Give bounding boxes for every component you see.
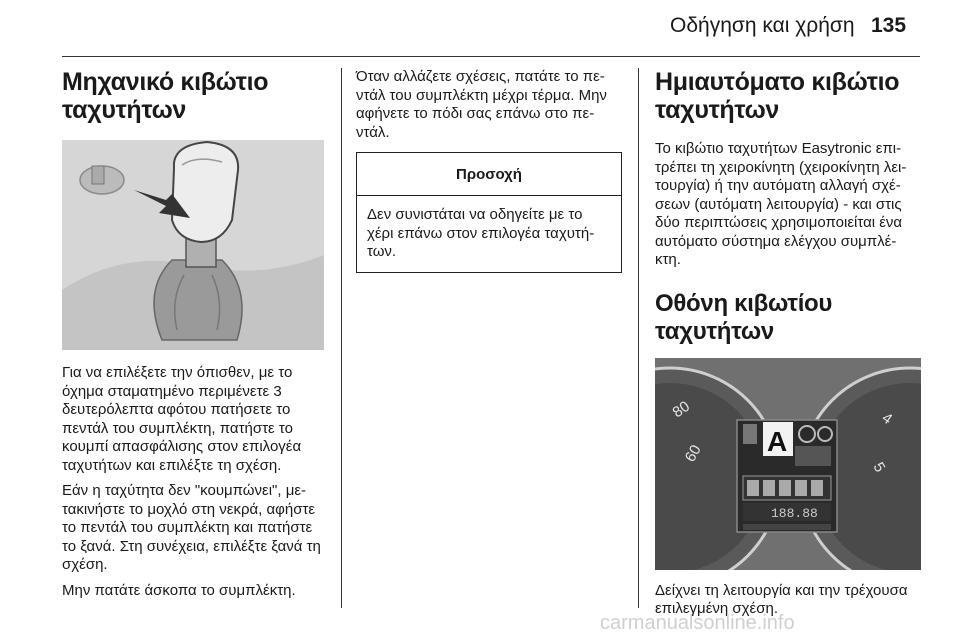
display-caption: Δείχνει τη λειτουργία και την τρέχουσα επιλεγμένη σχέση. — [655, 581, 908, 617]
display-odometer: 188.88 — [771, 505, 818, 521]
gearbox-display-heading: Οθόνη κιβωτίου ταχυτήτων — [655, 289, 833, 345]
svg-text:4: 4 — [878, 408, 896, 428]
easytronic-paragraph: Το κιβώτιο ταχυτήτων Easytronic επι- τρέπει τη χειροκίνητη (χειροκίνητη λει- τουργία) ή την αυτόματη αλλαγή σχέ- σεων (αυτόματη λειτουργία) - και στις δύο περιπτώσεις χρησιμοποιείται ένα αυτόματο σύστημα ελέγχου συμπλέ- κτη. — [655, 140, 907, 268]
page-number: 135 — [871, 14, 907, 37]
svg-text:60: 60 — [681, 441, 705, 465]
easytronic-heading: Ημιαυτόματο κιβώτιο ταχυτήτων — [655, 68, 900, 124]
column-divider — [341, 68, 342, 608]
manual-gearbox-heading: Μηχανικό κιβώτιο ταχυτήτων — [62, 68, 269, 124]
instrument-cluster-drawing — [655, 358, 921, 570]
gear-not-engaging-paragraph: Εάν η ταχύτητα δεν "κουμπώνει", με- τακινήστε το μοχλό στη νεκρά, αφήστε το πεντάλ του συμπλέκτη και πατήστε το ξανά. Στη συνέχεια, επιλέξτε ξανά τη σχέση. — [62, 482, 321, 573]
column-manual-gearbox — [62, 68, 324, 607]
gear-lever-drawing — [62, 140, 324, 350]
svg-text:80: 80 — [669, 397, 693, 421]
clutch-pedal-paragraph: Όταν αλλάζετε σχέσεις, πατάτε το πε- ντάλ του συμπλέκτη μέχρι τέρμα. Μην αφήνετε το πόδι σας επάνω στο πε- ντάλ. — [356, 68, 607, 141]
caution-text: Δεν συνιστάται να οδηγείτε με το χέρι επάνω στον επιλογέα ταχυτή- των. — [367, 206, 595, 260]
clutch-note-paragraph: Μην πατάτε άσκοπα το συμπλέκτη. — [62, 581, 296, 599]
reverse-gear-paragraph: Για να επιλέξετε την όπισθεν, με το όχημα σταματημένο περιμένετε 3 δευτερόλεπτα αφότου πατήσετε το πεντάλ του συμπλέκτη, πατήστε το κουμπί απασφάλισης στον επιλογέα ταχυτήτων και επιλέξτε τη σχέση. — [62, 364, 302, 474]
caution-box — [356, 152, 622, 273]
display-gear-letter: A — [767, 425, 788, 457]
column-gear-change — [356, 68, 622, 273]
gear-lever-illustration — [62, 140, 324, 350]
header-rule — [62, 56, 920, 57]
section-title: Οδήγηση και χρήση — [670, 14, 855, 37]
watermark: carmanualsonline.info — [600, 612, 795, 634]
instrument-display-illustration — [655, 358, 921, 570]
svg-text:5: 5 — [869, 459, 889, 475]
column-divider — [638, 68, 639, 608]
caution-title: Προσοχή — [357, 153, 621, 196]
column-easytronic — [655, 68, 923, 626]
